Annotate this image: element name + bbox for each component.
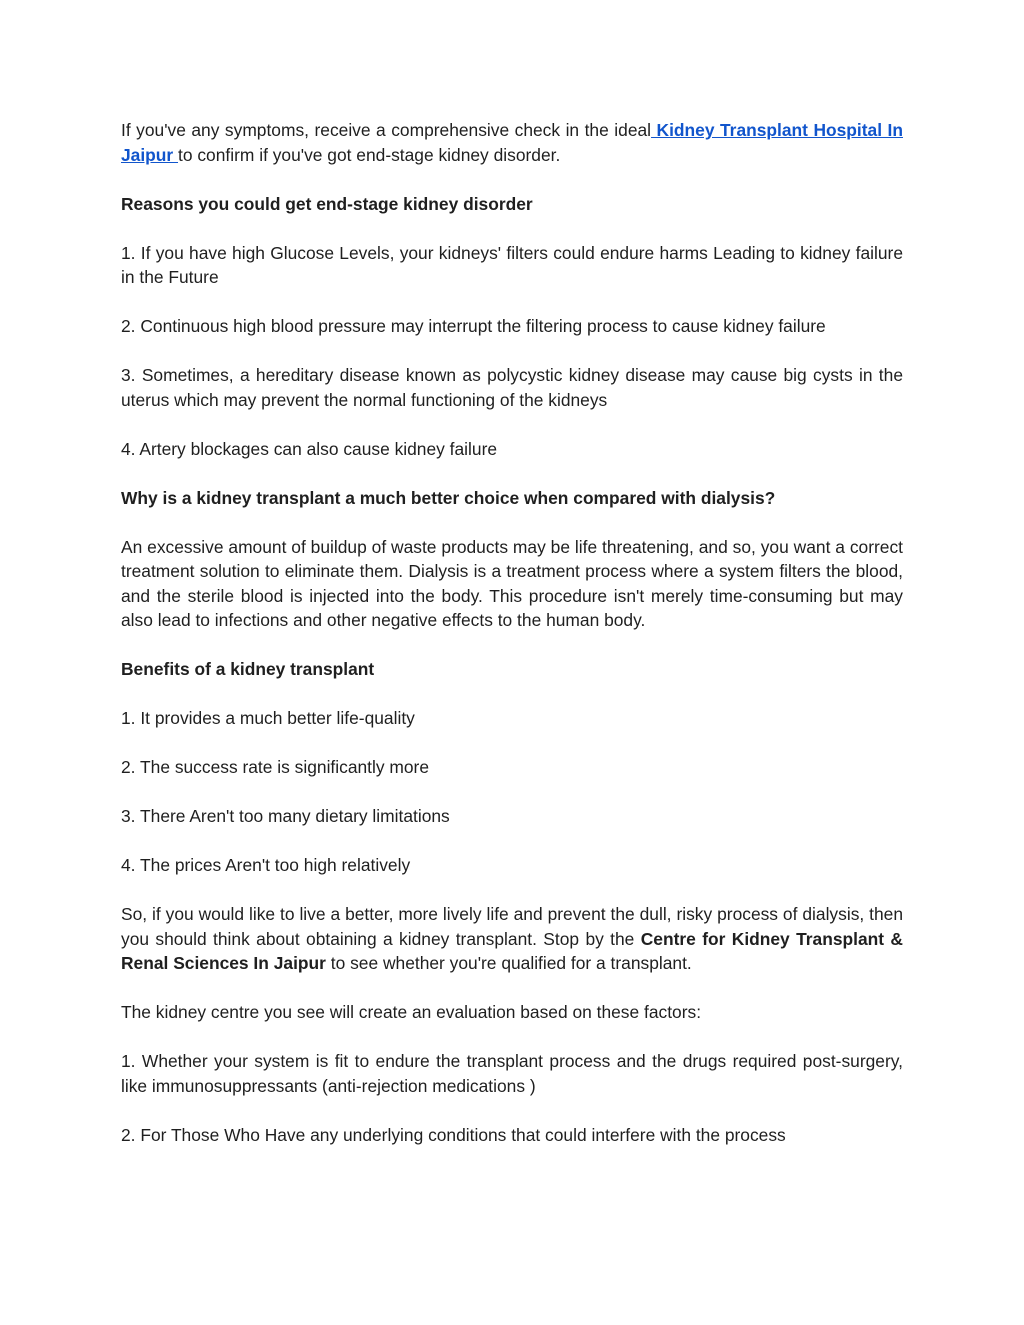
conclusion-text-after-bold: to see whether you're qualified for a transplant. (325, 953, 692, 973)
document-page (121, 118, 903, 1172)
benefits-item-3: 3. There Aren't too many dietary limitations (121, 806, 450, 826)
evaluation-intro: The kidney centre you see will create an evaluation based on these factors: (121, 1002, 702, 1022)
intro-text-after-link: to confirm if you've got end-stage kidney disorder. (178, 144, 561, 165)
reasons-item-1: 1. If you have high Glucose Levels, your kidneys' filters could endure harms Leading to kidney failure in the Future (121, 242, 903, 287)
comparison-heading: Why is a kidney transplant a much better choice when compared with dialysis? (121, 487, 776, 508)
benefits-item-2: 2. The success rate is significantly more (121, 757, 430, 777)
kidney-transplant-hospital-link[interactable]: Kidney Transplant Hospital In Jaipur (121, 120, 903, 165)
benefits-item-1: 1. It provides a much better life-quality (121, 708, 415, 728)
conclusion-text-before-bold: So, if you would like to live a better, more lively life and prevent the dull, risky process of dialysis, then you should think about obtaining a kidney transplant. Stop by the (121, 904, 903, 949)
benefits-heading: Benefits of a kidney transplant (121, 659, 375, 679)
evaluation-item-2: 2. For Those Who Have any underlying conditions that could interfere with the process (121, 1124, 786, 1145)
reasons-heading: Reasons you could get end-stage kidney disorder (121, 193, 533, 214)
reasons-item-3: 3. Sometimes, a hereditary disease known as polycystic kidney disease may cause big cysts in the uterus which may prevent the normal functioning of the kidneys (121, 365, 903, 410)
evaluation-item-1: 1. Whether your system is fit to endure the transplant process and the drugs required post-surgery, like immunosuppressants (anti-rejection medications ) (121, 1051, 903, 1096)
reasons-item-2: 2. Continuous high blood pressure may interrupt the filtering process to cause kidney failure (121, 316, 826, 336)
comparison-paragraph: An excessive amount of buildup of waste products may be life threatening, and so, you want a correct treatment solution to eliminate them. Dialysis is a treatment process where a system filters the blood, and the sterile blood is injected into the body. This procedure isn't merely time-consuming but may also lead to infections and other negative effects to the human body. (121, 536, 903, 630)
intro-text-before-link: If you've any symptoms, receive a comprehensive check in the ideal (121, 120, 652, 140)
intro-paragraph (121, 118, 903, 167)
centre-name-bold: Centre for Kidney Transplant & Renal Sciences In Jaipur (121, 928, 903, 973)
conclusion-paragraph (121, 902, 903, 976)
benefits-item-4: 4. The prices Aren't too high relatively (121, 855, 411, 875)
reasons-item-4: 4. Artery blockages can also cause kidney failure (121, 438, 498, 459)
